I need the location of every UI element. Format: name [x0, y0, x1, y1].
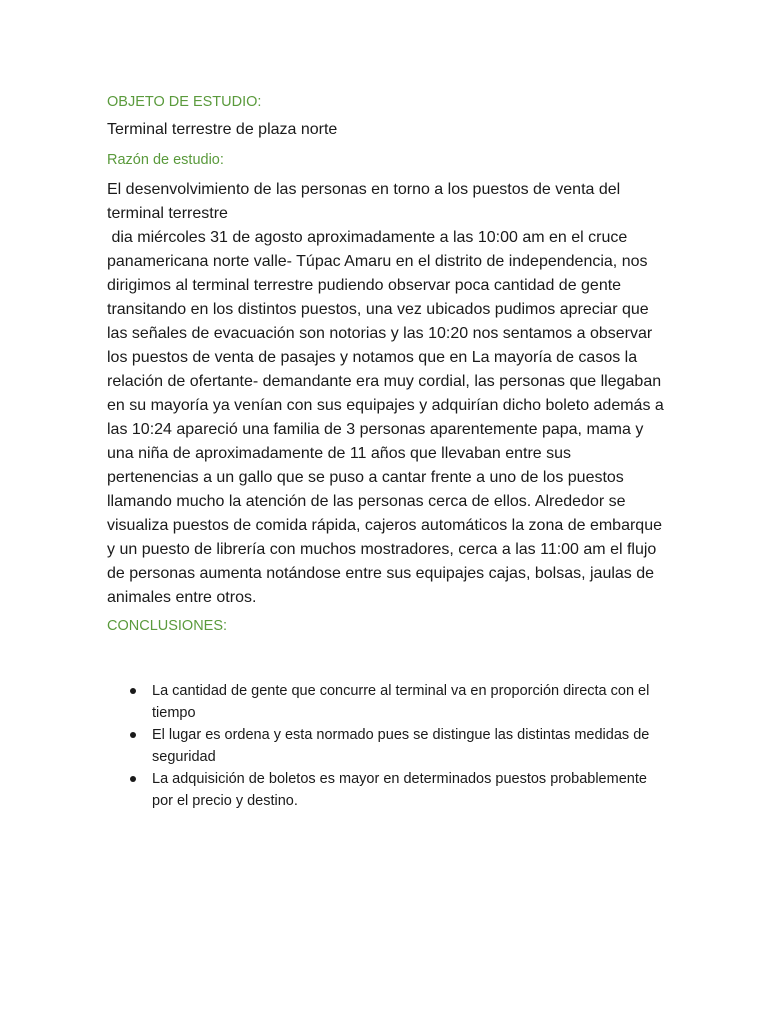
heading-objeto-de-estudio: OBJETO DE ESTUDIO: — [107, 94, 262, 110]
heading-razon-de-estudio: Razón de estudio: — [107, 152, 224, 168]
list-item-text: La adquisición de boletos es mayor en determinados puestos probablemente por el precio y destino. — [152, 771, 647, 809]
list-item-text: El lugar es ordena y esta normado pues se distingue las distintas medidas de seguridad — [152, 727, 650, 765]
conclusiones-list — [107, 680, 667, 812]
bullet-icon — [130, 776, 136, 782]
list-item — [130, 724, 667, 768]
list-item — [130, 768, 667, 812]
razon-de-estudio-text: El desenvolvimiento de las personas en torno a los puestos de venta del terminal terrestre — [107, 181, 621, 222]
bullet-icon — [130, 732, 136, 738]
bullet-icon — [130, 688, 136, 694]
document-page — [107, 92, 667, 812]
observation-narrative: dia miércoles 31 de agosto aproximadamente a las 10:00 am en el cruce panamericana norte valle- Túpac Amaru en el distrito de independencia, nos dirigimos al terminal terrestre pudiendo observar poca cantidad de gente transitando en los distintos puestos, una vez ubicados pudimos apreciar que las señales de evacuación son notorias y las 10:20 nos sentamos a observar los puestos de venta de pasajes y notamos que en La mayoría de casos la relación de ofertante- demandante era muy cordial, las personas que llegaban en su mayoría ya venían con sus equipajes y adquirían dicho boleto además a las 10:24 apareció una familia de 3 personas aparentemente papa, mama y una niña de aproximadamente de 11 años que llevaban entre sus pertenencias a un gallo que se puso a cantar frente a uno de los puestos llamando mucho la atención de las personas cerca de ellos. Alrededor se visualiza puestos de comida rápida, cajeros automáticos la zona de embarque y un puesto de librería con muchos mostradores, cerca a las 11:00 am el flujo de personas aumenta notándose entre sus equipajes cajas, bolsas, jaulas de animales entre otros. — [107, 229, 664, 606]
heading-conclusiones: CONCLUSIONES: — [107, 618, 228, 634]
list-item — [130, 680, 667, 724]
objeto-de-estudio-text: Terminal terrestre de plaza norte — [107, 121, 338, 138]
list-item-text: La cantidad de gente que concurre al terminal va en proporción directa con el tiempo — [152, 683, 650, 721]
